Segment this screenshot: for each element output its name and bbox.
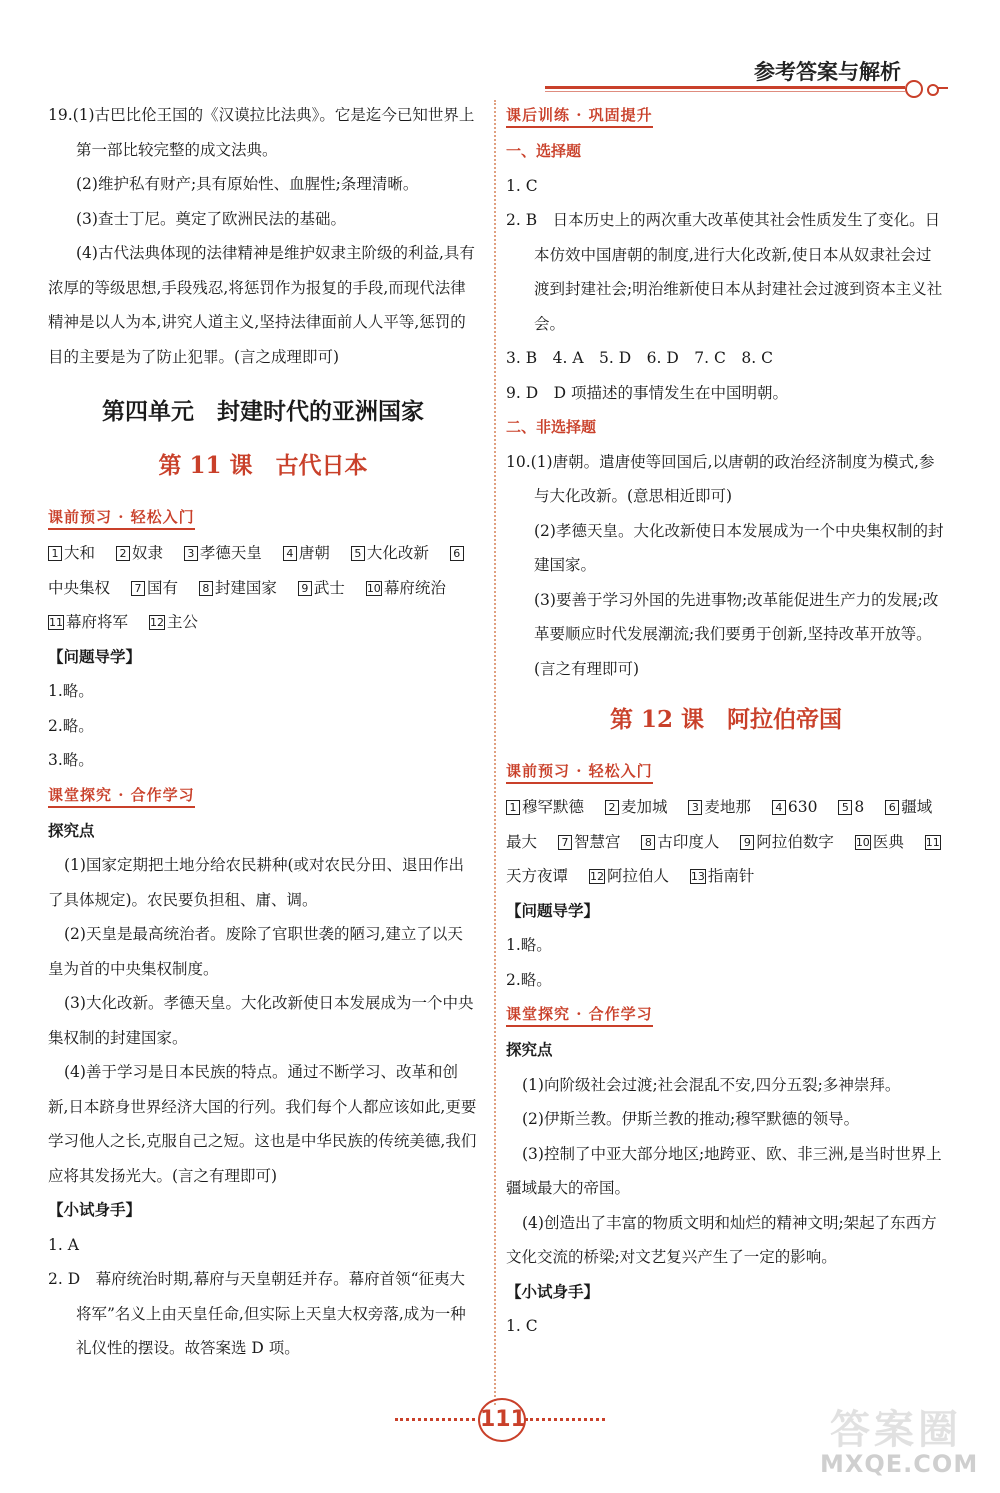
header-ornament-small-circle	[927, 84, 939, 96]
choice-item: 9. D D 项描述的事情发生在中国明朝。	[506, 383, 788, 402]
explore-item: (2)伊斯兰教。伊斯兰教的推动;穆罕默德的领导。	[522, 1110, 860, 1128]
guide-heading: 【问题导学】	[48, 646, 142, 666]
header-ornament-tail	[938, 87, 948, 89]
page-header-title: 参考答案与解析	[754, 60, 901, 84]
explore-item: (1)向阶级社会过渡;社会混乱不安,四分五裂;多神崇拜。	[522, 1075, 901, 1094]
guide-item: 1.略。	[506, 936, 552, 954]
fill-blanks-lesson12: 1 穆罕默德 2 麦加城 3 麦地那 4 630 5 8 6 疆域最大 7 智慧宫 8 古印度人 9 阿拉伯数字 10 医典 11天方夜谭 12 阿拉伯人 13 指南针	[506, 798, 940, 885]
after-class-tag: 课后训练 · 巩固提升	[506, 104, 653, 128]
explore-tag: 课堂探究 · 合作学习	[48, 784, 195, 808]
choice-item: 3. B 4. A 5. D 6. D 7. C 8. C	[506, 349, 773, 367]
left-column	[48, 98, 478, 1366]
column-divider	[494, 100, 496, 1405]
q10-part2: (2)孝德天皇。大化改新使日本发展成为一个中央集权制的封建国家。	[534, 521, 944, 574]
preview-tag: 课前预习 · 轻松入门	[48, 506, 195, 530]
header-ornament-circle	[905, 80, 923, 98]
q10-part3: (3)要善于学习外国的先进事物;改革能促进生产力的发展;改革要顺应时代发展潮流;我们要勇于创新,坚持改革开放等。(言之有理即可)	[534, 590, 939, 678]
guide-heading: 【问题导学】	[506, 900, 600, 920]
explore-tag: 课堂探究 · 合作学习	[506, 1003, 653, 1027]
page-number-dots-right	[525, 1418, 605, 1421]
right-column	[506, 98, 946, 1344]
q19-part2: (2)维护私有财产;具有原始性、血腥性;条理清晰。	[76, 175, 419, 193]
explore-item: (4)创造出了丰富的物质文明和灿烂的精神文明;架起了东西方文化交流的桥梁;对文艺复兴产生了一定的影响。	[506, 1213, 937, 1266]
guide-item: 2.略。	[48, 716, 94, 735]
section-nonchoice-heading: 二、非选择题	[506, 418, 597, 436]
watermark-url: MXQE.COM	[820, 1450, 979, 1478]
unit-title: 第四单元 封建时代的亚洲国家	[102, 399, 424, 425]
explore-item: (2)天皇是最高统治者。废除了官职世袭的陋习,建立了以天皇为首的中央集权制度。	[48, 925, 463, 978]
watermark-logo: 答案圈	[830, 1406, 962, 1453]
q19-part4: (4)古代法典体现的法律精神是维护奴隶主阶级的利益,具有浓厚的等级思想,手段残忍,将惩罚作为报复的手段,而现代法律精神是以人为本,讲究人道主义,坚持法律面前人人平等,惩罚的目的主要是为了防止犯罪。(言之成理即可)	[48, 244, 475, 366]
choice-item: 1. C	[506, 176, 538, 195]
explore-item: (3)控制了中亚大部分地区;地跨亚、欧、非三洲,是当时世界上疆域最大的帝国。	[506, 1144, 942, 1197]
page-number: 111	[478, 1398, 526, 1442]
explore-item: (1)国家定期把土地分给农民耕种(或对农民分田、退田作出了具体规定)。农民要负担租、庸、调。	[48, 856, 465, 909]
lesson-12-title: 第 12 课 阿拉伯帝国	[609, 706, 843, 733]
q19-part1: 19.(1)古巴比伦王国的《汉谟拉比法典》。它是迄今已知世界上第一部比较完整的成文法典。	[48, 106, 475, 159]
fill-blanks-lesson11: 1 大和 2 奴隶 3 孝德天皇 4 唐朝 5 大化改新 6中央集权 7 国有 8 封建国家 9 武士 10 幕府统治 11 幕府将军 12 主公	[48, 536, 478, 640]
guide-item: 1.略。	[48, 682, 94, 700]
try-item: 2. D 幕府统治时期,幕府与天皇朝廷并存。幕府首领“征夷大将军”名义上由天皇任命,但实际上天皇大权旁落,成为一种礼仪性的摆设。故答案选 D 项。	[48, 1270, 466, 1357]
try-heading: 【小试身手】	[48, 1200, 142, 1219]
q19-part3: (3)查士丁尼。奠定了欧洲民法的基础。	[76, 209, 346, 228]
explore-heading: 探究点	[506, 1040, 553, 1059]
header-rule	[545, 86, 905, 89]
try-item: 1. A	[48, 1235, 79, 1254]
lesson-11-title: 第 11 课 古代日本	[158, 452, 368, 479]
header-rule-thin	[545, 91, 905, 92]
page-number-dots-left	[395, 1418, 475, 1421]
explore-item: (3)大化改新。孝德天皇。大化改新使日本发展成为一个中央集权制的封建国家。	[48, 994, 474, 1047]
guide-item: 2.略。	[506, 970, 552, 989]
guide-item: 3.略。	[48, 751, 94, 769]
preview-tag: 课前预习 · 轻松入门	[506, 760, 653, 784]
try-heading: 【小试身手】	[506, 1281, 600, 1301]
explore-heading: 探究点	[48, 820, 95, 840]
try-item: 1. C	[506, 1317, 538, 1335]
q10-part1: 10.(1)唐朝。遣唐使等回国后,以唐朝的政治经济制度为模式,参与大化改新。(意思相近即可)	[506, 452, 935, 505]
explore-item: (4)善于学习是日本民族的特点。通过不断学习、改革和创新,日本跻身世界经济大国的行列。我们每个人都应该如此,更要学习他人之长,克服自己之短。这也是中华民族的传统美德,我们应将其发扬光大。(言之有理即可)	[48, 1063, 477, 1185]
choice-item: 2. B 日本历史上的两次重大改革使其社会性质发生了变化。日本仿效中国唐朝的制度,进行大化改新,使日本从奴隶社会过渡到封建社会;明治维新使日本从封建社会过渡到资本主义社会。	[506, 211, 943, 333]
section-choice-heading: 一、选择题	[506, 142, 582, 160]
